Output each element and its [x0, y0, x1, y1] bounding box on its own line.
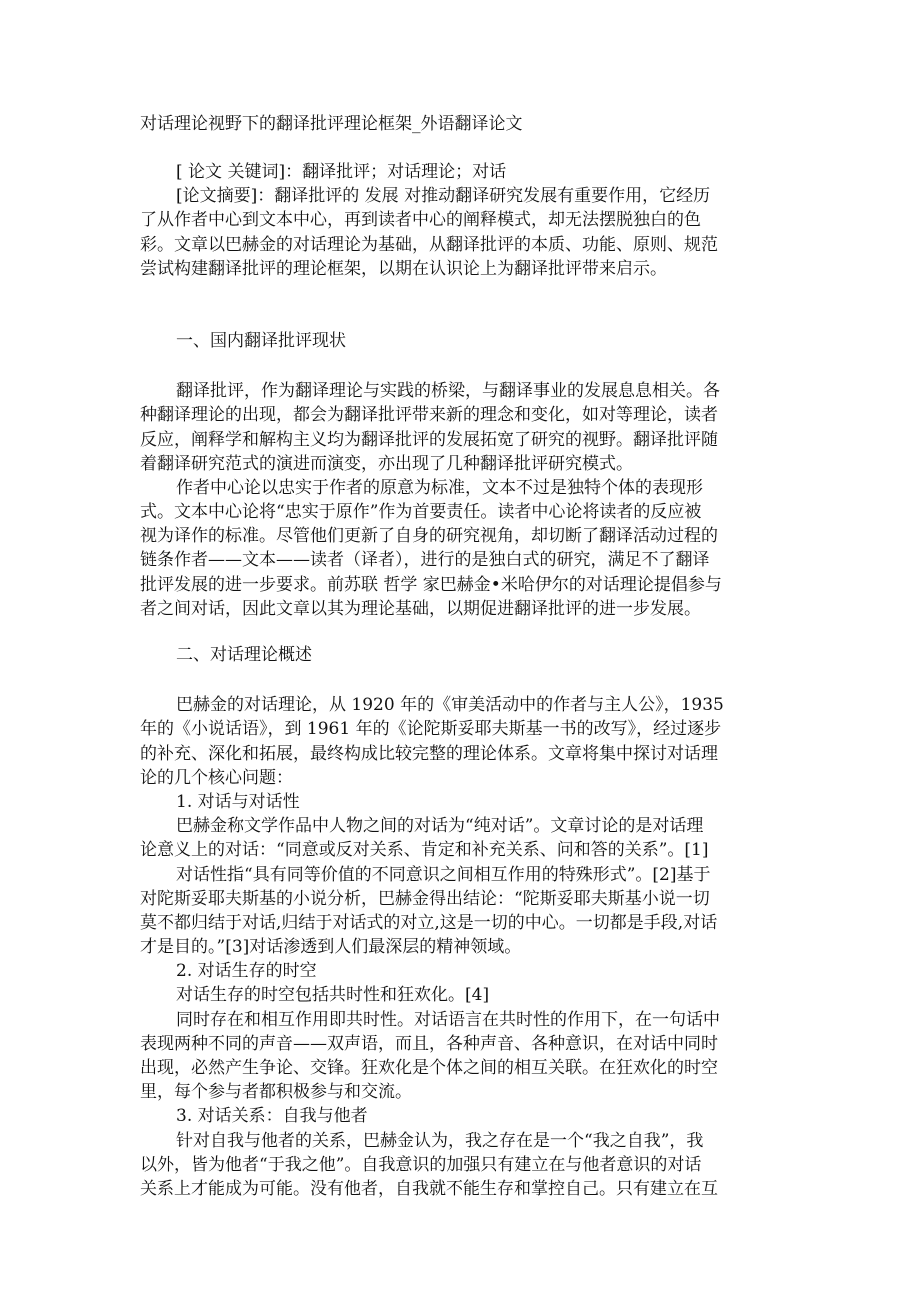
- spacer: [140, 353, 780, 379]
- section-heading: 一、国内翻译批评现状: [176, 330, 346, 351]
- paragraph-line: 里，每个参与者都积极参与和交流。: [140, 1082, 412, 1103]
- subsection-heading: 2. 对话生存的时空: [176, 961, 317, 982]
- paragraph-line: 同时存在和相互作用即共时性。对话语言在共时性的作用下，在一句话中: [176, 1009, 720, 1030]
- paragraph-line: 年的《小说话语》，到 1961 年的《论陀斯妥耶夫斯基一书的改写》，经过逐步: [140, 719, 722, 740]
- subsection-heading: 1. 对话与对话性: [176, 791, 300, 812]
- paragraph-line: 者之间对话，因此文章以其为理论基础，以期促进翻译批评的进一步发展。: [140, 598, 701, 619]
- paragraph-line: 反应，阐释学和解构主义均为翻译批评的发展拓宽了研究的视野。翻译批评随: [140, 429, 718, 450]
- keywords-line: [ 论文 关键词]：翻译批评；对话理论；对话: [176, 162, 507, 182]
- paragraph-line: 出现，必然产生争论、交锋。狂欢化是个体之间的相互关联。在狂欢化的时空: [140, 1058, 718, 1078]
- spacer: [140, 667, 780, 693]
- document-page: [140, 112, 780, 1201]
- spacer: [140, 621, 780, 643]
- paragraph-line: 式。文本中心论将“忠实于原作”作为首要责任。读者中心论将读者的反应被: [140, 502, 702, 523]
- paragraph-line: 对话性指“具有同等价值的不同意识之间相互作用的特殊形式”。[2]基于: [176, 864, 711, 885]
- paragraph-line: 莫不都归结于对话,归结于对话式的对立,这是一切的中心。一切都是手段,对话: [140, 912, 718, 933]
- paragraph-line: 着翻译研究范式的演进而演变，亦出现了几种翻译批评研究模式。: [140, 453, 633, 474]
- abstract-line: [论文摘要]：翻译批评的 发展 对推动翻译研究发展有重要作用，它经历: [176, 186, 711, 207]
- abstract-line: 彩。文章以巴赫金的对话理论为基础，从翻译批评的本质、功能、原则、规范: [140, 234, 718, 255]
- paragraph-line: 对陀斯妥耶夫斯基的小说分析，巴赫金得出结论：“陀斯妥耶夫斯基小说一切: [140, 888, 710, 909]
- paragraph-line: 对话生存的时空包括共时性和狂欢化。[4]: [176, 985, 490, 1006]
- paragraph-line: 种翻译理论的出现，都会为翻译批评带来新的理念和变化，如对等理论，读者: [140, 405, 718, 426]
- paragraph-line: 巴赫金称文学作品中人物之间的对话为“纯对话”。文章讨论的是对话理: [176, 816, 704, 837]
- section-heading: 二、对话理论概述: [176, 645, 312, 665]
- paragraph-line: 的补充、深化和拓展，最终构成比较完整的理论体系。文章将集中探讨对话理: [140, 743, 718, 764]
- paragraph-line: 巴赫金的对话理论，从 1920 年的《审美活动中的作者与主人公》，1935: [176, 695, 724, 716]
- spacer: [140, 281, 780, 329]
- paragraph-line: 针对自我与他者的关系，巴赫金认为，我之存在是一个“我之自我”，我: [176, 1130, 704, 1151]
- abstract-line: 了从作者中心到文本中心，再到读者中心的阐释模式，却无法摆脱独白的色: [140, 210, 701, 231]
- paragraph-line: 作者中心论以忠实于作者的原意为标准，文本不过是独特个体的表现形: [176, 477, 703, 498]
- paragraph-line: 论的几个核心问题：: [140, 767, 293, 788]
- paragraph-line: 批评发展的进一步要求。前苏联 哲学 家巴赫金•米哈伊尔的对话理论提倡参与: [140, 574, 722, 595]
- paragraph-line: 关系上才能成为可能。没有他者，自我就不能生存和掌控自己。只有建立在互: [140, 1178, 718, 1199]
- paragraph-line: 论意义上的对话：“同意或反对关系、肯定和补充关系、问和答的关系”。[1]: [140, 840, 709, 861]
- document-title: 对话理论视野下的翻译批评理论框架_外语翻译论文: [140, 114, 523, 134]
- paragraph-line: 表现两种不同的声音——双声语，而且，各种声音、各种意识，在对话中同时: [140, 1033, 718, 1054]
- abstract-line: 尝试构建翻译批评的理论框架，以期在认识论上为翻译批评带来启示。: [140, 258, 667, 279]
- paragraph-line: 翻译批评，作为翻译理论与实践的桥梁，与翻译事业的发展息息相关。各: [176, 381, 720, 402]
- paragraph-line: 链条作者——文本——读者（译者），进行的是独白式的研究，满足不了翻译: [140, 550, 710, 571]
- paragraph-line: 视为译作的标准。尽管他们更新了自身的研究视角，却切断了翻译活动过程的: [140, 526, 718, 547]
- subsection-heading: 3. 对话关系：自我与他者: [176, 1106, 368, 1127]
- paragraph-line: 以外，皆为他者“于我之他”。自我意识的加强只有建立在与他者意识的对话: [140, 1154, 702, 1175]
- paragraph-line: 才是目的。”[3]对话渗透到人们最深层的精神领域。: [140, 937, 522, 958]
